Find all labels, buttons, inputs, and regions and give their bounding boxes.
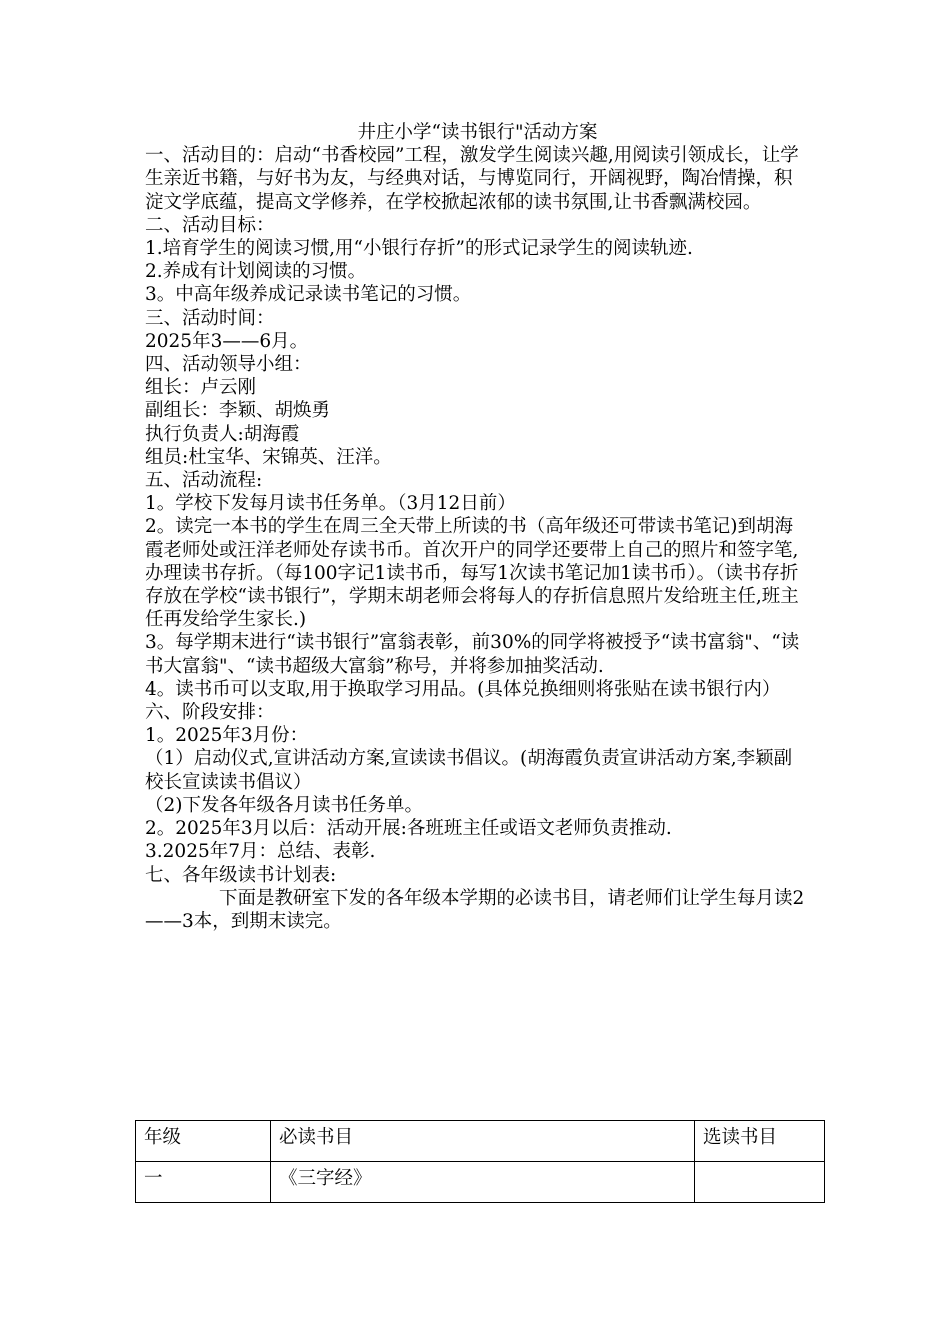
document-body: [145, 121, 810, 933]
paragraph: 副组长：李颖、胡焕勇: [145, 400, 331, 422]
header-grade: 年级: [136, 1121, 271, 1162]
reading-plan-table: [135, 1120, 825, 1203]
paragraph: 3。每学期末进行“读书银行”富翁表彰，前30%的同学将被授予“读书富翁"、“读书大富翁"、“读书超级大富翁”称号，并将参加抽奖活动.: [145, 632, 800, 677]
paragraph: 2。读完一本书的学生在周三全天带上所读的书（高年级还可带读书笔记)到胡海霞老师处或汪洋老师处存读书币。首次开户的同学还要带上自己的照片和签字笔,办理读书存折。（每100字记1读书币，每写1次读书笔记加1读书币）。（读书存折存放在学校“读书银行”，学期末胡老师会将每人的存折信息照片发给班主任,班主任再发给学生家长.): [145, 516, 799, 631]
paragraph: 七、各年级读书计划表:: [145, 864, 337, 886]
paragraph: 1。学校下发每月读书任务单。（3月12日前）: [145, 493, 516, 515]
paragraph: 1.培育学生的阅读习惯,用“小银行存折”的形式记录学生的阅读轨迹.: [145, 238, 693, 260]
paragraph: 组长：卢云刚: [145, 377, 257, 399]
paragraph: 四、活动领导小组：: [145, 354, 312, 376]
header-required-books: 必读书目: [271, 1121, 695, 1162]
table-cell: 《三字经》: [271, 1162, 695, 1203]
header-optional-books: 选读书目: [695, 1121, 825, 1162]
document-title: 井庄小学“读书银行"活动方案: [357, 122, 598, 143]
table-intro: 下面是教研室下发的各年级本学期的必读书目，请老师们让学生每月读2——3本，到期末读完。: [145, 887, 805, 932]
paragraph: 三、活动时间：: [145, 307, 275, 329]
paragraph: 执行负责人:胡海霞: [145, 423, 300, 445]
table-row: [136, 1162, 825, 1203]
paragraph: 1。2025年3月份：: [145, 725, 309, 747]
paragraph: 2.养成有计划阅读的习惯。: [145, 261, 367, 283]
paragraph: 组员:杜宝华、宋锦英、汪洋。: [145, 446, 392, 468]
table-header-row: [136, 1121, 825, 1162]
paragraph: 2。2025年3月以后：活动开展:各班班主任或语文老师负责推动.: [145, 818, 672, 840]
paragraph: 五、活动流程:: [145, 470, 263, 492]
paragraph: 二、活动目标：: [145, 214, 275, 236]
paragraph: 3。中高年级养成记录读书笔记的习惯。: [145, 284, 472, 306]
paragraph: 4。读书币可以支取,用于换取学习用品。(具体兑换细则将张贴在读书银行内）: [145, 678, 781, 700]
table-cell: [695, 1162, 825, 1203]
paragraph: 3.2025年7月：总结、表彰.: [145, 841, 376, 863]
paragraph: 2025年3——6月。: [145, 330, 309, 352]
paragraph: （1）启动仪式,宣讲活动方案,宣读读书倡议。(胡海霞负责宣讲活动方案,李颖副校长宣读读书倡议）: [145, 748, 793, 793]
paragraph-list: [145, 144, 810, 887]
paragraph: 一、活动目的：启动“书香校园”工程，激发学生阅读兴趣,用阅读引领成长，让学生亲近书籍，与好书为友，与经典对话，与博览同行，开阔视野，陶冶情操，积淀文学底蕴，提高文学修养，在学校掀起浓郁的读书氛围,让书香飘满校园。: [145, 145, 799, 213]
paragraph: 六、阶段安排：: [145, 702, 275, 724]
paragraph: （2)下发各年级各月读书任务单。: [145, 794, 423, 816]
table-cell: 一: [136, 1162, 271, 1203]
